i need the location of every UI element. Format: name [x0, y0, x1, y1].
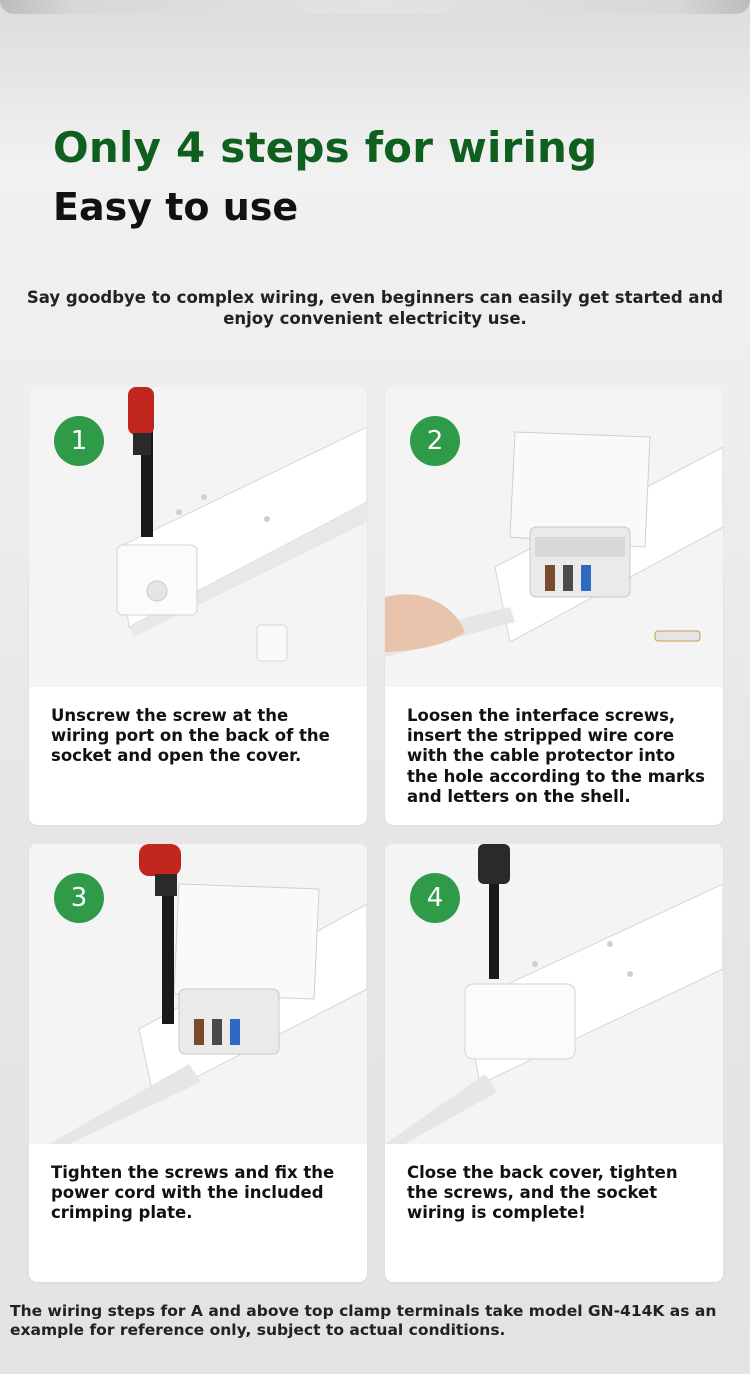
step-number-badge: 2 [410, 416, 460, 466]
intro-text: Say goodbye to complex wiring, even beginners can easily get started and enjoy convenient electricity use. [26, 288, 724, 328]
step-caption: Tighten the screws and fix the power cord with the included crimping plate. [51, 1163, 335, 1223]
footnote-text: The wiring steps for A and above top clamp terminals take model GN-414K as an example for reference only, subject to actual conditions. [10, 1302, 717, 1339]
page-subtitle: Easy to use [53, 185, 299, 229]
step-card-3 [29, 844, 367, 1282]
step-number-badge: 1 [54, 416, 104, 466]
step-number-badge: 3 [54, 873, 104, 923]
step-caption: Close the back cover, tighten the screws, and the socket wiring is complete! [407, 1163, 678, 1223]
step-card-2 [385, 387, 723, 825]
step-caption: Unscrew the screw at the wiring port on the back of the socket and open the cover. [51, 706, 330, 766]
step-card-1 [29, 387, 367, 825]
step-card-4 [385, 844, 723, 1282]
top-frame-edge [0, 0, 750, 14]
step-caption: Loosen the interface screws, insert the stripped wire core with the cable protector into the hole according to the marks and letters on the shell. [407, 706, 705, 806]
page-title: Only 4 steps for wiring [53, 123, 598, 172]
step-number-badge: 4 [410, 873, 460, 923]
